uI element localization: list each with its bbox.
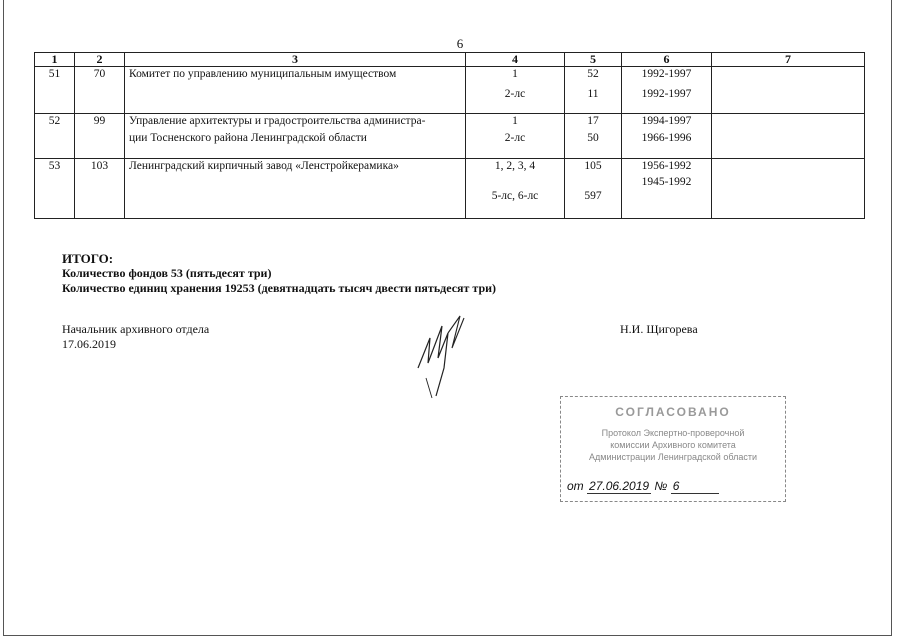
header-col-2: 2 — [75, 53, 125, 67]
row-number-cell: 53 — [35, 159, 75, 219]
handwritten-signature — [408, 308, 478, 403]
header-col-7: 7 — [712, 53, 865, 67]
signer-position: Начальник архивного отдела — [62, 322, 210, 336]
stamp-line-1: Протокол Экспертно-проверочной — [601, 428, 745, 438]
row-number-cell: 51 — [35, 67, 75, 114]
fund-number-cell: 70 — [75, 67, 125, 114]
fund-number-cell: 103 — [75, 159, 125, 219]
fund-name-cell: Ленинградский кирпичный завод «Ленстройкерамика» — [125, 159, 466, 219]
units-cell: 105 597 — [565, 159, 622, 219]
fund-number-cell: 99 — [75, 114, 125, 159]
note-cell — [712, 67, 865, 114]
stamp-date-value: 27.06.2019 — [589, 479, 650, 493]
totals-heading: ИТОГО: — [62, 251, 114, 266]
years-cell: 1992-1997 1992-1997 — [622, 67, 712, 114]
stamp-line-2: комиссии Архивного комитета — [610, 440, 736, 450]
units-cell: 17 50 — [565, 114, 622, 159]
header-col-3: 3 — [125, 53, 466, 67]
note-cell — [712, 114, 865, 159]
signer-block — [62, 322, 209, 352]
inventory-table — [34, 52, 865, 219]
approval-stamp — [560, 396, 786, 502]
inventory-cell: 1 2-лс — [466, 67, 565, 114]
signature-date: 17.06.2019 — [62, 337, 116, 351]
signer-name: Н.И. Щигорева — [620, 322, 698, 336]
table-row — [35, 67, 865, 114]
fund-name-cell: Управление архитектуры и градостроительства администра- ции Тосненского района Ленинградской области — [125, 114, 466, 159]
stamp-title: СОГЛАСОВАНО — [615, 405, 731, 419]
table-row — [35, 159, 865, 219]
table-header-row — [35, 53, 865, 67]
units-count-line: Количество единиц хранения 19253 (девятнадцать тысяч двести пятьдесят три) — [62, 281, 497, 295]
row-number-cell: 52 — [35, 114, 75, 159]
stamp-number-value: 6 — [671, 479, 720, 494]
inventory-cell: 1 2-лс — [466, 114, 565, 159]
fund-name-cell: Комитет по управлению муниципальным имуществом — [125, 67, 466, 114]
header-col-4: 4 — [466, 53, 565, 67]
totals-block — [62, 251, 496, 296]
header-col-1: 1 — [35, 53, 75, 67]
stamp-date-line — [567, 479, 719, 493]
years-cell: 1994-1997 1966-1996 — [622, 114, 712, 159]
stamp-number-prefix: № — [654, 479, 668, 493]
stamp-date-prefix: от — [567, 479, 584, 493]
header-col-5: 5 — [565, 53, 622, 67]
page-number: 6 — [456, 36, 464, 51]
inventory-cell: 1, 2, 3, 4 5-лс, 6-лс — [466, 159, 565, 219]
stamp-line-3: Администрации Ленинградской области — [589, 452, 757, 462]
years-cell: 1956-1992 1945-1992 — [622, 159, 712, 219]
table-row — [35, 114, 865, 159]
funds-count-line: Количество фондов 53 (пятьдесят три) — [62, 266, 272, 280]
note-cell — [712, 159, 865, 219]
header-col-6: 6 — [622, 53, 712, 67]
units-cell: 52 11 — [565, 67, 622, 114]
